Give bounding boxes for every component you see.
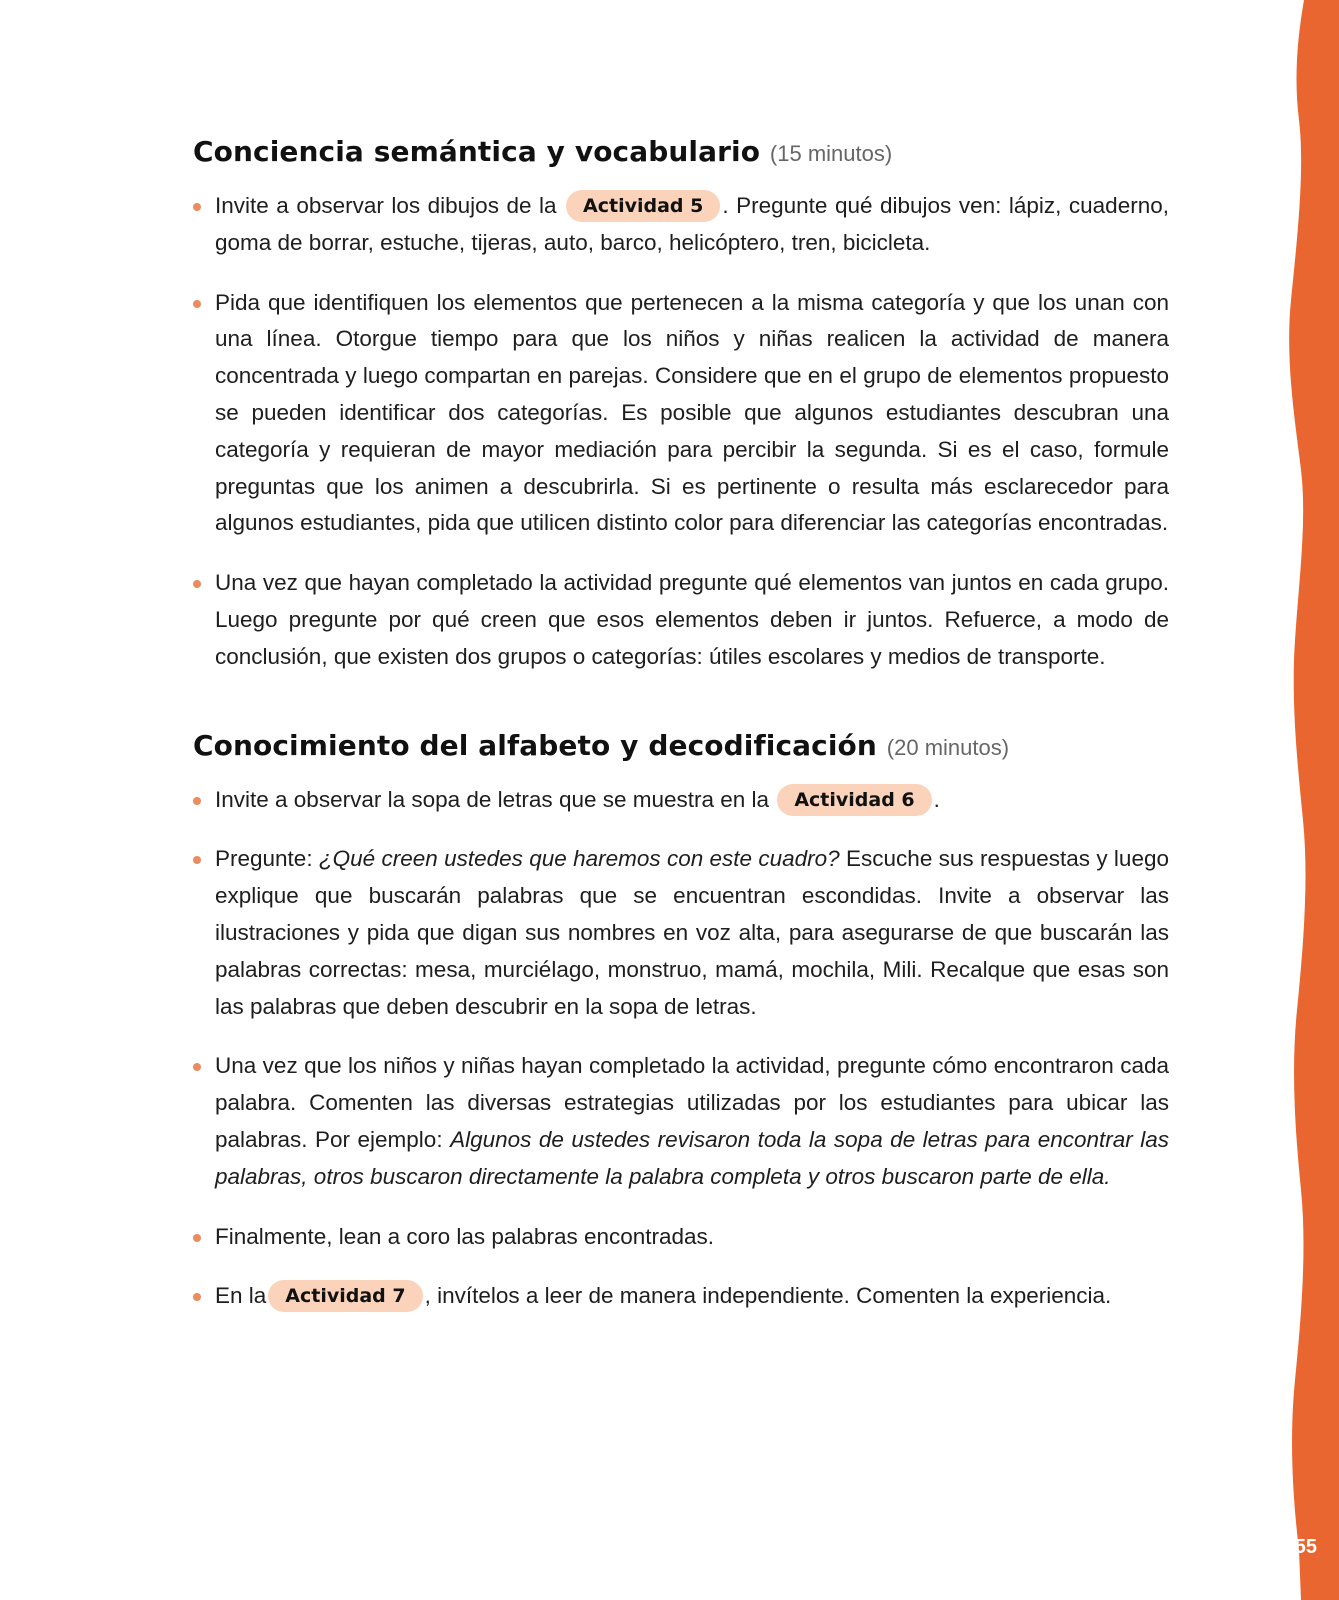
list-item — [193, 841, 1169, 1025]
bullet-dot-icon — [193, 856, 201, 864]
bullet-text: Pregunte: — [215, 846, 313, 872]
bullet-text: . Pregunte qué dibujos ven: lápiz, cuaderno, goma de borrar, estuche, tijeras, auto, barco, helicóptero, tren, bicicleta. — [215, 193, 1169, 255]
bullet-dot-icon — [193, 580, 201, 588]
list-item — [193, 1219, 1169, 1256]
bullet-text: Invite a observar los dibujos de la — [215, 193, 557, 218]
section-duration: (20 minutos) — [886, 734, 1010, 760]
bullet-dot-icon — [193, 1063, 201, 1071]
section-title-text: Conciencia semántica y vocabulario — [193, 135, 761, 168]
list-item — [193, 1048, 1169, 1195]
page-content — [193, 132, 1169, 1338]
bullet-text: . — [933, 786, 940, 812]
bullet-text: En la — [215, 1283, 267, 1309]
bullet-text: Una vez que los niños y niñas hayan completado la actividad, pregunte cómo encontraron cada palabra. Comenten las diversas estrategias utilizadas por los estudiantes para ubicar las palabras. Por ejemplo: — [215, 1053, 1169, 1152]
list-item — [193, 565, 1169, 675]
bullet-text: Una vez que hayan completado la actividad pregunte qué elementos van juntos en cada grupo. Luego pregunte por qué creen que esos elementos deben ir juntos. Refuerce, a modo de conclusión, que existen dos grupos o categorías: útiles escolares y medios de transporte. — [215, 570, 1169, 669]
activity-6-badge: Actividad 6 — [777, 784, 931, 816]
bullet-dot-icon — [193, 300, 201, 308]
page-number: 55 — [1294, 1536, 1317, 1558]
italic-question: ¿Qué creen ustedes que haremos con este cuadro? — [318, 846, 840, 872]
section-duration: (15 minutos) — [769, 141, 893, 166]
bullet-dot-icon — [193, 1234, 201, 1242]
bullet-list-semantica — [193, 188, 1169, 676]
activity-7-badge: Actividad 7 — [268, 1280, 422, 1312]
bullet-dot-icon — [193, 1293, 201, 1301]
list-item — [193, 188, 1169, 262]
bullet-dot-icon — [193, 797, 201, 805]
activity-5-badge: Actividad 5 — [566, 190, 720, 222]
section-title-semantica — [193, 132, 1169, 174]
section-title-text: Conocimiento del alfabeto y decodificación — [193, 728, 877, 762]
list-item — [193, 1278, 1169, 1315]
bullet-text: Pida que identifiquen los elementos que pertenecen a la misma categoría y que los unan con una línea. Otorgue tiempo para que los niños y niñas realicen la actividad de manera concentrada y luego compartan en parejas. Considere que en el grupo de elementos propuesto se pueden identificar dos categorías. Es posible que algunos estudiantes descubran una categoría y requieran de mayor mediación para percibir la segunda. Si es el caso, formule preguntas que los animen a descubrirla. Si es pertinente o resulta más esclarecedor para algunos estudiantes, pida que utilicen distinto color para diferenciar las categorías encontradas. — [215, 289, 1169, 536]
bullet-dot-icon — [193, 203, 201, 211]
list-item — [193, 285, 1169, 543]
orange-side-band — [1239, 0, 1339, 1600]
section-title-alfabeto — [193, 726, 1169, 768]
italic-example: Algunos de ustedes revisaron toda la sopa de letras para encontrar las palabras, otros buscaron directamente la palabra completa y otros buscaron parte de ella. — [215, 1126, 1169, 1189]
bullet-list-alfabeto — [193, 782, 1169, 1316]
bullet-text: Finalmente, lean a coro las palabras encontradas. — [215, 1223, 715, 1249]
bullet-text: , invítelos a leer de manera independiente. Comenten la experiencia. — [424, 1283, 1112, 1309]
list-item — [193, 782, 1169, 819]
bullet-text: Escuche sus respuestas y luego explique que buscarán palabras que se encuentran escondidas. Invite a observar las ilustraciones y pida que digan sus nombres en voz alta, para asegurarse de que buscarán las palabras correctas: mesa, murciélago, monstruo, mamá, mochila, Mili. Recalque que esas son las palabras que deben descubrir en la sopa de letras. — [215, 846, 1169, 1019]
bullet-text: Invite a observar la sopa de letras que se muestra en la — [215, 786, 770, 812]
